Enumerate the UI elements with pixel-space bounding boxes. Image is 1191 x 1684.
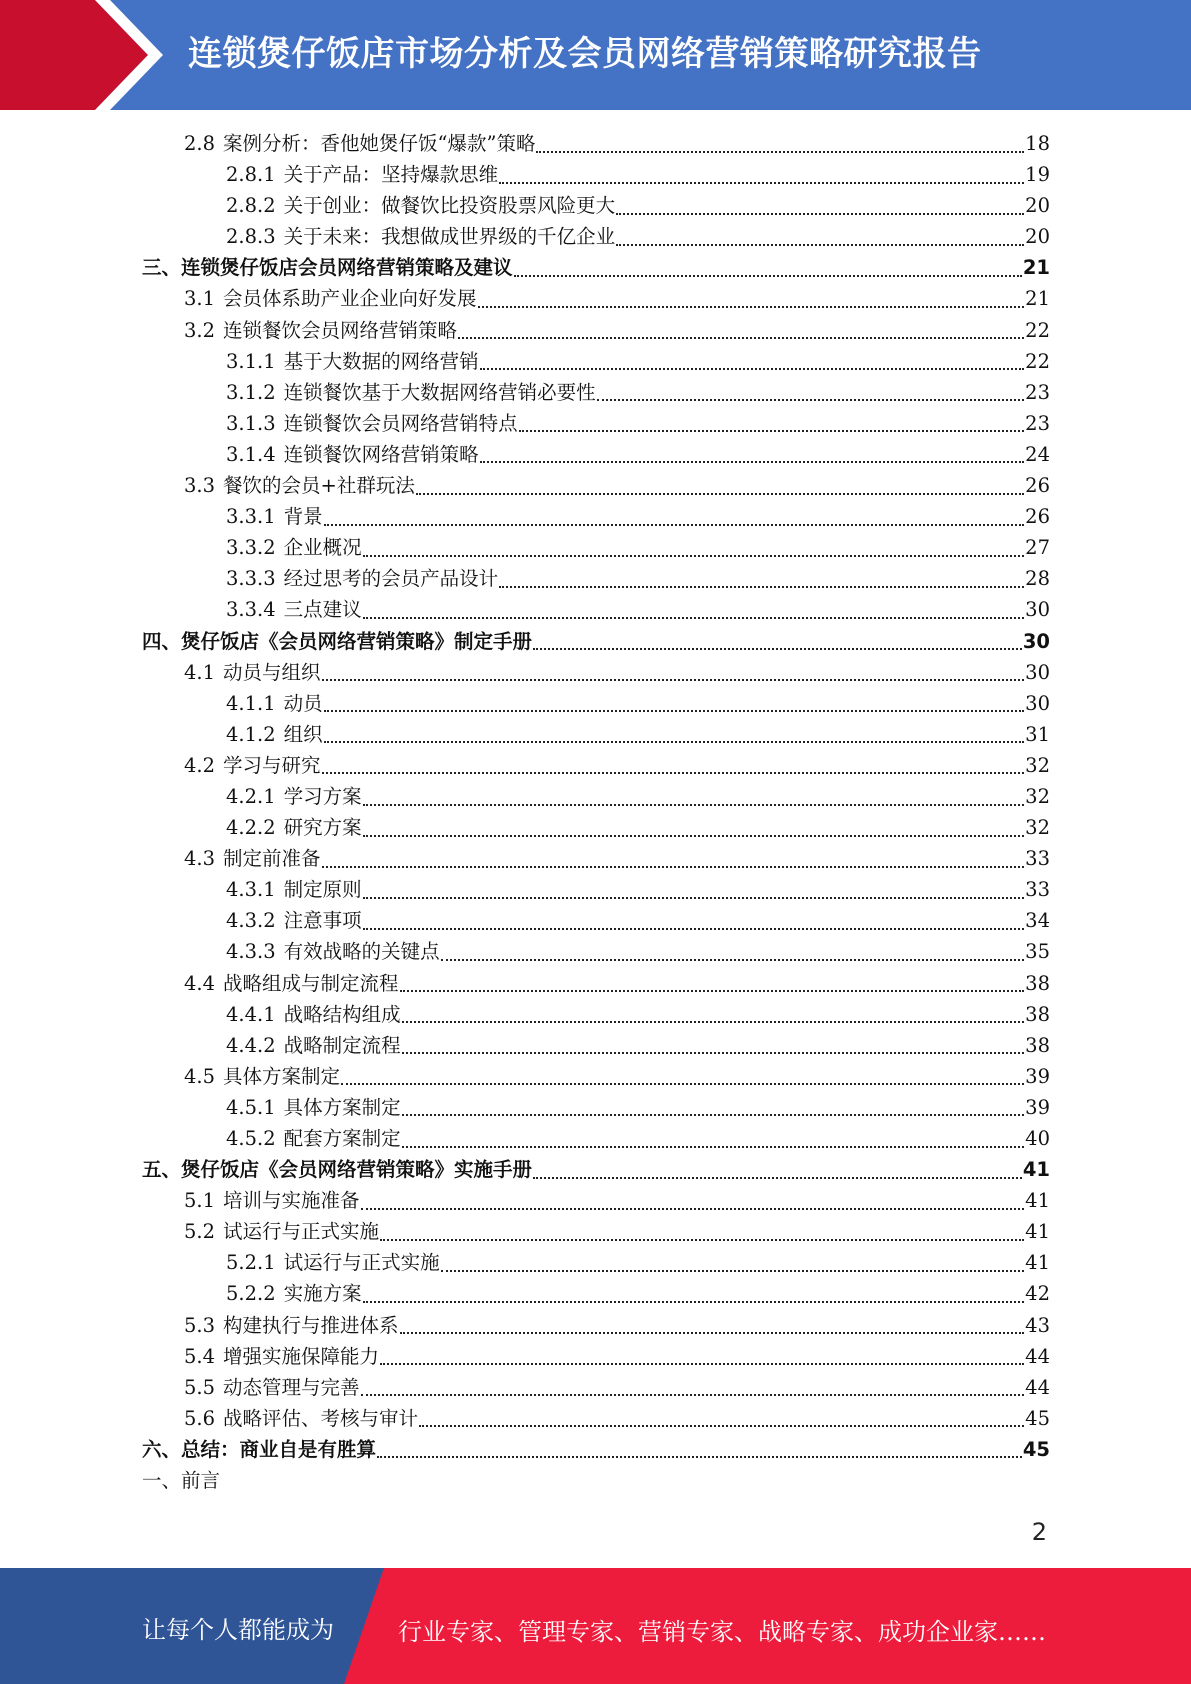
toc-entry-page: 24 — [1025, 442, 1050, 466]
toc-entry-title — [184, 283, 477, 314]
toc-entry[interactable] — [142, 968, 1050, 999]
toc-entry-text: 动员 — [283, 691, 323, 715]
toc-entry-page: 32 — [1025, 753, 1050, 777]
toc-leader-dots — [441, 959, 1025, 961]
toc-entry[interactable] — [142, 1278, 1050, 1309]
toc-entry-text: 实施方案 — [283, 1282, 362, 1306]
toc-entry[interactable] — [142, 1092, 1050, 1123]
toc-entry-page: 22 — [1025, 318, 1050, 342]
toc-entry-text: 四、煲仔饭店《会员网络营销策略》制定手册 — [142, 629, 533, 653]
toc-entry-page: 30 — [1022, 629, 1050, 653]
toc-entry[interactable] — [142, 128, 1050, 159]
toc-entry[interactable] — [142, 719, 1050, 750]
page-number: 2 — [1031, 1518, 1047, 1546]
toc-entry[interactable] — [142, 563, 1050, 594]
toc-entry-title — [184, 1061, 340, 1092]
toc-entry-number: 4.5 — [184, 1064, 216, 1088]
toc-entry-number: 3.3 — [184, 474, 216, 498]
toc-entry-number: 3.1.1 — [226, 349, 276, 373]
toc-entry[interactable] — [142, 159, 1050, 190]
toc-entry-text: 三点建议 — [283, 598, 362, 622]
toc-entry-text: 战略制定流程 — [283, 1033, 401, 1057]
toc-entry-title — [226, 874, 362, 905]
toc-entry-number: 3.1.3 — [226, 411, 276, 435]
toc-entry[interactable] — [142, 470, 1050, 501]
toc-entry-number: 4.5.1 — [226, 1095, 276, 1119]
toc-entry-text: 具体方案制定 — [283, 1095, 401, 1119]
toc-entry-title — [226, 688, 323, 719]
toc-entry-title — [226, 221, 615, 252]
toc-entry[interactable] — [142, 999, 1050, 1030]
toc-leader-dots — [341, 1083, 1024, 1085]
toc-entry-number: 5.3 — [184, 1313, 216, 1337]
toc-entry-number: 5.2.1 — [226, 1251, 276, 1275]
toc-leader-dots — [380, 1363, 1024, 1365]
toc-entry[interactable] — [142, 1247, 1050, 1278]
toc-leader-dots — [363, 555, 1025, 557]
toc-entry[interactable] — [142, 1030, 1050, 1061]
toc-entry[interactable] — [142, 532, 1050, 563]
toc-entry-title — [226, 563, 498, 594]
toc-entry[interactable] — [142, 377, 1050, 408]
toc-entry-title — [226, 781, 362, 812]
toc-entry-text: 研究方案 — [283, 816, 362, 840]
toc-entry-page: 32 — [1025, 816, 1050, 840]
toc-entry-number: 4.1 — [184, 660, 216, 684]
toc-leader-dots — [361, 1394, 1025, 1396]
toc-entry-number: 5.2.2 — [226, 1282, 276, 1306]
toc-entry-number: 3.3.1 — [226, 505, 276, 529]
toc-entry[interactable] — [142, 1123, 1050, 1154]
toc-entry-page: 18 — [1025, 132, 1050, 155]
toc-entry-text: 背景 — [283, 505, 323, 529]
toc-entry-number: 5.1 — [184, 1189, 216, 1213]
toc-entry-text: 关于产品：坚持爆款思维 — [283, 163, 499, 187]
toc-entry-page: 42 — [1025, 1282, 1050, 1306]
toc-leader-dots — [597, 399, 1025, 401]
toc-leader-dots — [361, 1208, 1025, 1210]
toc-entry[interactable] — [142, 315, 1050, 346]
toc-entry-text: 配套方案制定 — [283, 1127, 401, 1150]
toc-entry-page: 38 — [1025, 1033, 1050, 1057]
toc-entry-title — [226, 719, 323, 750]
toc-leader-dots — [322, 866, 1025, 868]
toc-entry-number: 4.2.2 — [226, 816, 276, 840]
toc-entry-title — [184, 1341, 379, 1372]
toc-entry-page: 26 — [1025, 505, 1050, 529]
toc-entry-number: 3.1.4 — [226, 442, 276, 466]
toc-entry-page: 41 — [1025, 1220, 1050, 1244]
toc-entry-text: 连锁餐饮会员网络营销特点 — [283, 411, 518, 435]
toc-leader-dots — [324, 741, 1025, 743]
toc-leader-dots — [499, 586, 1024, 588]
toc-entry-number: 4.2.1 — [226, 784, 276, 808]
toc-entry[interactable] — [142, 1061, 1050, 1092]
toc-entry-number: 5.4 — [184, 1344, 216, 1368]
toc-entry[interactable] — [142, 1310, 1050, 1341]
toc-entry-page: 20 — [1025, 194, 1050, 218]
toc-entry-page: 44 — [1025, 1375, 1050, 1399]
toc-entry-title — [184, 1216, 379, 1247]
toc-leader-dots — [377, 1456, 1022, 1458]
toc-entry-text: 六、总结：商业自是有胜算 — [142, 1437, 377, 1461]
toc-entry-title — [226, 594, 362, 625]
toc-leader-dots — [480, 368, 1025, 370]
toc-leader-dots — [322, 772, 1025, 774]
toc-leader-dots — [480, 461, 1025, 463]
toc-entry-title — [226, 159, 498, 190]
toc-entry-page: 21 — [1022, 256, 1050, 280]
toc-leader-dots — [322, 679, 1025, 681]
toc-entry-number: 4.3.2 — [226, 909, 276, 933]
toc-entry-title — [184, 1372, 360, 1403]
toc-entry[interactable] — [142, 874, 1050, 905]
toc-leader-dots — [533, 1177, 1022, 1179]
toc-entry-number: 3.1 — [184, 287, 216, 311]
toc-leader-dots — [616, 244, 1024, 246]
toc-entry-number: 4.3.3 — [226, 940, 276, 964]
toc-entry-number: 4.3 — [184, 847, 216, 871]
toc-entry-page: 26 — [1025, 474, 1050, 498]
toc-entry-number: 2.8.2 — [226, 194, 276, 218]
toc-entry[interactable] — [142, 843, 1050, 874]
toc-entry-text: 战略组成与制定流程 — [223, 971, 399, 995]
toc-entry-title — [184, 1310, 399, 1341]
toc-leader-dots — [363, 835, 1025, 837]
toc-entry-page: 22 — [1025, 349, 1050, 373]
toc-entry[interactable] — [142, 905, 1050, 936]
toc-entry-title — [184, 1185, 360, 1216]
toc-leader-dots — [363, 928, 1025, 930]
toc-entry-text: 具体方案制定 — [223, 1064, 341, 1088]
toc-entry-page: 45 — [1022, 1437, 1050, 1461]
toc-entry-title — [184, 128, 535, 159]
toc-entry-title — [226, 501, 323, 532]
toc-leader-dots — [324, 524, 1025, 526]
toc-entry-page: 35 — [1025, 940, 1050, 964]
toc-entry-text: 组织 — [283, 722, 323, 746]
toc-entry-title — [226, 1247, 440, 1278]
toc-leader-dots — [402, 1114, 1025, 1116]
toc-leader-dots — [380, 1239, 1024, 1241]
toc-entry[interactable] — [142, 1434, 1050, 1465]
toc-entry-page: 19 — [1025, 163, 1050, 187]
toc-entry-text: 有效战略的关键点 — [283, 940, 440, 964]
toc-entry-number: 5.2 — [184, 1220, 216, 1244]
toc-leader-dots — [533, 648, 1022, 650]
document-title: 连锁煲仔饭店市场分析及会员网络营销策略研究报告 — [188, 34, 982, 74]
toc-entry-title — [142, 252, 513, 283]
toc-entry-title — [226, 1030, 401, 1061]
toc-leader-dots — [400, 990, 1025, 992]
toc-entry-page: 20 — [1025, 225, 1050, 249]
toc-leader-dots — [363, 897, 1025, 899]
toc-entry[interactable] — [142, 594, 1050, 625]
toc-entry-title — [184, 968, 399, 999]
toc-entry-page: 33 — [1025, 847, 1050, 871]
toc-entry-title — [226, 346, 479, 377]
toc-leader-dots — [536, 151, 1024, 153]
toc-entry-title — [226, 999, 401, 1030]
toc-entry-page: 39 — [1025, 1095, 1050, 1119]
toc-entry[interactable] — [142, 1341, 1050, 1372]
toc-entry-title — [184, 843, 321, 874]
toc-entry-text: 连锁餐饮网络营销策略 — [283, 442, 479, 466]
toc-entry[interactable] — [142, 1216, 1050, 1247]
toc-entry-title — [226, 377, 596, 408]
footer-roles: 行业专家、管理专家、营销专家、战略专家、成功企业家…… — [398, 1618, 1046, 1646]
toc-entry-number: 2.8.1 — [226, 163, 276, 187]
toc-entry-page: 23 — [1025, 380, 1050, 404]
toc-entry-text: 三、连锁煲仔饭店会员网络营销策略及建议 — [142, 256, 513, 280]
toc-entry-number: 2.8 — [184, 132, 216, 155]
toc-entry-number: 4.4.1 — [226, 1002, 276, 1026]
toc-entry[interactable] — [142, 1154, 1050, 1185]
toc-entry-page: 45 — [1025, 1406, 1050, 1430]
toc-entry[interactable] — [142, 1185, 1050, 1216]
toc-entry-title — [142, 626, 532, 657]
toc-entry-title — [226, 812, 362, 843]
toc-entry-text: 学习与研究 — [223, 753, 321, 777]
toc-entry-title — [226, 190, 615, 221]
toc-entry-text: 餐饮的会员+社群玩法 — [223, 474, 415, 498]
toc-entry-text: 连锁餐饮基于大数据网络营销必要性 — [283, 380, 596, 404]
toc-entry-title — [142, 1154, 532, 1185]
toc-entry[interactable] — [142, 657, 1050, 688]
toc-entry-page: 30 — [1025, 691, 1050, 715]
toc-entry[interactable] — [142, 283, 1050, 314]
toc-entry-page: 44 — [1025, 1344, 1050, 1368]
toc-entry-page: 32 — [1025, 784, 1050, 808]
toc-leader-dots — [458, 337, 1024, 339]
toc-entry-text: 试运行与正式实施 — [283, 1251, 440, 1275]
toc-leader-dots — [519, 430, 1025, 432]
toc-entry-page: 39 — [1025, 1064, 1050, 1088]
toc-entry-page: 41 — [1025, 1189, 1050, 1213]
toc-entry-number: 3.3.2 — [226, 536, 276, 560]
toc-entry-text: 战略结构组成 — [283, 1002, 401, 1026]
toc-leader-dots — [499, 182, 1024, 184]
toc-entry-text: 关于未来：我想做成世界级的千亿企业 — [283, 225, 616, 249]
toc-entry-title — [184, 750, 321, 781]
toc-entry-number: 4.2 — [184, 753, 216, 777]
toc-entry[interactable] — [142, 1372, 1050, 1403]
toc-entry-page: 30 — [1025, 660, 1050, 684]
toc-entry-page: 41 — [1022, 1158, 1050, 1182]
toc-leader-dots — [416, 493, 1024, 495]
toc-entry-text: 培训与实施准备 — [223, 1189, 360, 1213]
toc-entry-title — [226, 1278, 362, 1309]
toc-entry-page: 21 — [1025, 287, 1050, 311]
footer-slogan: 让每个人都能成为 — [142, 1616, 334, 1644]
toc-entry-number: 5.5 — [184, 1375, 216, 1399]
toc-entry[interactable] — [142, 221, 1050, 252]
toc-entry-page: 38 — [1025, 971, 1050, 995]
toc-entry-number: 4.1.1 — [226, 691, 276, 715]
toc-entry[interactable] — [142, 936, 1050, 967]
toc-leader-dots — [441, 1270, 1025, 1272]
toc-entry-page: 28 — [1025, 567, 1050, 591]
toc-leader-dots — [363, 1301, 1025, 1303]
toc-entry-title — [226, 1123, 401, 1154]
toc-entry-title — [226, 936, 440, 967]
toc-entry-number: 4.5.2 — [226, 1127, 276, 1150]
toc-entry-page: 23 — [1025, 411, 1050, 435]
toc-entry-number: 5.6 — [184, 1406, 216, 1430]
toc-entry[interactable] — [142, 346, 1050, 377]
toc-entry-title — [184, 657, 321, 688]
toc-leader-dots — [402, 1021, 1025, 1023]
toc-entry[interactable] — [142, 1403, 1050, 1434]
toc-entry[interactable] — [142, 501, 1050, 532]
toc-entry-number: 3.3.3 — [226, 567, 276, 591]
toc-entry-text: 案例分析：香他她煲仔饭“爆款”策略 — [223, 132, 536, 155]
toc-leader-dots — [363, 804, 1025, 806]
toc-leader-dots — [478, 306, 1025, 308]
toc-leader-dots — [402, 1146, 1025, 1148]
toc-entry-text: 基于大数据的网络营销 — [283, 349, 479, 373]
toc-entry-title — [226, 1092, 401, 1123]
toc-entry-text: 动员与组织 — [223, 660, 321, 684]
toc-entry-page: 31 — [1025, 722, 1050, 746]
toc-entry-text: 动态管理与完善 — [223, 1375, 360, 1399]
toc-entry-title — [226, 532, 362, 563]
toc-entry[interactable] — [142, 190, 1050, 221]
toc-entry-title — [184, 315, 457, 346]
toc-entry-number: 3.1.2 — [226, 380, 276, 404]
toc-entry-number: 3.3.4 — [226, 598, 276, 622]
toc-leader-dots — [514, 275, 1022, 277]
toc-entry-page: 27 — [1025, 536, 1050, 560]
toc-entry-text: 构建执行与推进体系 — [223, 1313, 399, 1337]
toc-entry-number: 4.4.2 — [226, 1033, 276, 1057]
toc-entry-page: 34 — [1025, 909, 1050, 933]
toc-entry-page: 41 — [1025, 1251, 1050, 1275]
toc-entry[interactable] — [142, 781, 1050, 812]
toc-entry-text: 连锁餐饮会员网络营销策略 — [223, 318, 458, 342]
toc-entry[interactable] — [142, 439, 1050, 470]
toc-entry-title — [226, 408, 518, 439]
toc-entry-text: 企业概况 — [283, 536, 362, 560]
toc-entry-number: 3.2 — [184, 318, 216, 342]
toc-entry-text: 学习方案 — [283, 784, 362, 808]
toc-entry-text: 注意事项 — [283, 909, 362, 933]
toc-entry[interactable] — [142, 750, 1050, 781]
toc-entry[interactable] — [142, 626, 1050, 657]
toc-leader-dots — [419, 1425, 1024, 1427]
toc-entry-text: 制定原则 — [283, 878, 362, 902]
toc-entry-number: 4.4 — [184, 971, 216, 995]
toc-entry-text: 增强实施保障能力 — [223, 1344, 380, 1368]
toc-entry-page: 40 — [1025, 1127, 1050, 1150]
toc-entry-text: 试运行与正式实施 — [223, 1220, 380, 1244]
toc-leader-dots — [400, 1332, 1025, 1334]
toc-entry-title — [226, 905, 362, 936]
toc-entry-page: 38 — [1025, 1002, 1050, 1026]
toc-entry-text: 五、煲仔饭店《会员网络营销策略》实施手册 — [142, 1158, 533, 1182]
toc-entry-number: 4.3.1 — [226, 878, 276, 902]
toc-entry[interactable] — [142, 252, 1050, 283]
toc-entry-title — [184, 470, 415, 501]
toc-entry-text: 战略评估、考核与审计 — [223, 1406, 419, 1430]
toc-entry-number: 4.1.2 — [226, 722, 276, 746]
toc-entry[interactable] — [142, 688, 1050, 719]
toc-entry-text: 经过思考的会员产品设计 — [283, 567, 499, 591]
toc-entry-title — [226, 439, 479, 470]
toc-entry-text: 关于创业：做餐饮比投资股票风险更大 — [283, 194, 616, 218]
toc-leader-dots — [616, 213, 1024, 215]
toc-leader-dots — [402, 1052, 1025, 1054]
toc-entry-page: 33 — [1025, 878, 1050, 902]
toc-entry[interactable] — [142, 408, 1050, 439]
toc-leader-dots — [363, 617, 1025, 619]
toc-entry-title — [142, 1434, 376, 1465]
toc-entry-text: 制定前准备 — [223, 847, 321, 871]
toc-entry-page: 43 — [1025, 1313, 1050, 1337]
section-heading-preface: 一、前言 — [142, 1469, 221, 1493]
toc-entry-title — [184, 1403, 418, 1434]
toc-leader-dots — [324, 710, 1025, 712]
toc-entry-page: 30 — [1025, 598, 1050, 622]
toc-entry[interactable] — [142, 812, 1050, 843]
table-of-contents — [142, 128, 1050, 1496]
toc-entry-text: 会员体系助产业企业向好发展 — [223, 287, 477, 311]
toc-entry-number: 2.8.3 — [226, 225, 276, 249]
